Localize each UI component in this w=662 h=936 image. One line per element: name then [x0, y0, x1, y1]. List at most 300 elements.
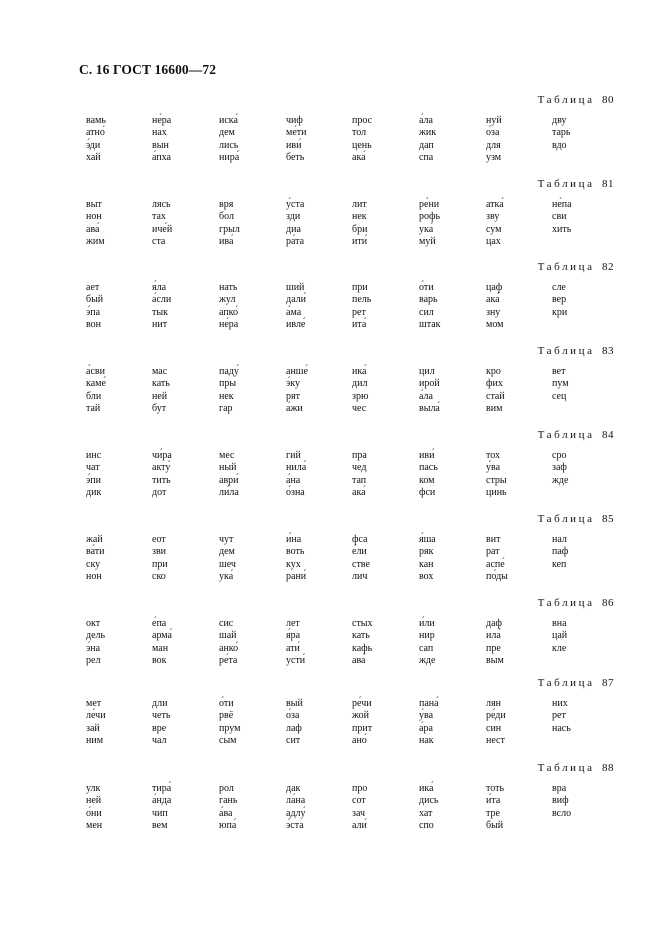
syllable-cell: а́пха	[152, 152, 171, 164]
table-column	[219, 366, 239, 416]
syllable-cell: нек	[352, 211, 367, 223]
table-column	[219, 450, 239, 500]
syllable-cell: аспе́	[486, 558, 505, 570]
syllable-cell: нак	[419, 735, 434, 747]
syllable-cell: тай	[86, 403, 101, 415]
syllable-cell: нал	[552, 534, 567, 545]
syllable-cell: нила́	[286, 462, 307, 474]
syllable-cell: шеч	[219, 558, 236, 570]
syllable-cell: и́ли	[419, 618, 435, 629]
syllable-cell: инс	[86, 450, 102, 461]
table-column	[86, 698, 106, 748]
syllable-cell: нуй	[486, 115, 502, 126]
syllable-cell: ре́ди	[486, 710, 506, 722]
syllable-cell: ирой	[419, 378, 440, 390]
syllable-cell: нир	[419, 630, 435, 642]
syllable-cell: цаф	[486, 282, 503, 293]
syllable-cell: цинь	[486, 487, 507, 499]
syllable-cell: ивле́	[286, 319, 306, 331]
syllable-cell: жде	[419, 655, 436, 667]
syllable-cell: дем	[219, 546, 235, 558]
table-column	[86, 199, 105, 249]
syllable-cell: спо	[419, 820, 434, 832]
table-number: 83	[602, 345, 614, 357]
table-column	[86, 450, 101, 500]
syllable-cell: зну	[486, 306, 501, 318]
syllable-cell: ли́ла	[219, 487, 239, 499]
syllable-cell: кать	[152, 378, 170, 390]
table-title	[538, 429, 614, 441]
table-column	[419, 366, 440, 416]
syllable-cell: син	[486, 722, 502, 734]
syllable-cell: я́ша	[419, 534, 436, 545]
syllable-cell: кафь	[352, 642, 373, 654]
syllable-cell: атно́	[86, 127, 105, 139]
syllable-cell: э́ди	[86, 139, 101, 151]
syllable-cell: не́ра	[152, 115, 172, 126]
table-column	[552, 783, 571, 820]
table-column	[552, 698, 571, 735]
syllable-cell: грыл	[219, 223, 240, 235]
syllable-cell: для	[486, 139, 501, 151]
syllable-cell: пум	[552, 378, 569, 390]
syllable-cell: акту́	[152, 462, 171, 474]
table-column	[286, 450, 306, 500]
syllable-cell: выт	[86, 199, 102, 210]
syllable-cell: ре́та	[219, 655, 238, 667]
syllable-cell: дем	[219, 127, 235, 139]
syllable-cell: чал	[152, 735, 167, 747]
table-86	[0, 597, 662, 677]
table-column	[152, 783, 171, 833]
syllable-cell: при	[152, 558, 168, 570]
syllable-cell: кух	[286, 558, 301, 570]
syllable-cell: тить	[152, 474, 171, 486]
table-column	[419, 698, 439, 748]
table-column	[486, 534, 508, 584]
syllable-cell: пра	[352, 450, 367, 461]
syllable-cell: ает	[86, 282, 100, 293]
syllable-cell: э́на	[86, 642, 101, 654]
syllable-cell: вдо	[552, 139, 567, 151]
syllable-cell: рофь	[419, 211, 441, 223]
syllable-cell: зди	[286, 211, 301, 223]
syllable-cell: а́сли	[152, 294, 172, 306]
syllable-cell: ва́ти	[86, 546, 105, 558]
syllable-cell: ряк	[419, 546, 434, 558]
table-column	[352, 282, 371, 332]
syllable-cell: ре́чи	[352, 698, 372, 709]
syllable-cell: зви	[152, 546, 167, 558]
syllable-cell: вим	[486, 403, 503, 415]
table-80	[0, 94, 662, 174]
syllable-cell: сви	[552, 211, 567, 223]
syllable-cell: нон	[86, 211, 102, 223]
syllable-cell: ита́	[352, 319, 367, 331]
syllable-cell: зву	[486, 211, 500, 223]
table-column	[352, 115, 372, 165]
syllable-cell: рет	[352, 306, 366, 318]
syllable-cell: а́ла	[419, 390, 433, 402]
syllable-cell: улк	[86, 783, 101, 794]
syllable-cell: кри	[552, 306, 568, 318]
table-column	[486, 698, 506, 748]
syllable-cell: тре	[486, 807, 500, 819]
table-column	[352, 698, 372, 748]
syllable-cell: четь	[152, 710, 171, 722]
table-column	[219, 534, 236, 584]
syllable-cell: ле́чи	[86, 710, 106, 722]
table-word: Таблица	[537, 762, 595, 774]
syllable-cell: чед	[352, 462, 367, 474]
table-column	[86, 618, 105, 668]
syllable-cell: у́ва	[486, 462, 501, 474]
syllable-cell: вый	[286, 698, 303, 709]
table-column	[152, 199, 172, 249]
syllable-cell: жай	[86, 534, 103, 545]
table-column	[152, 534, 168, 584]
table-column	[286, 698, 303, 748]
table-number: 80	[602, 94, 614, 106]
table-column	[286, 366, 308, 416]
syllable-cell: о́за	[486, 127, 500, 139]
table-column	[486, 783, 504, 833]
syllable-cell: сым	[219, 735, 237, 747]
table-word: Таблица	[537, 429, 595, 441]
table-column	[152, 366, 170, 416]
syllable-cell: усти́	[286, 655, 306, 667]
syllable-cell: ука́	[419, 223, 434, 235]
syllable-cell: жде	[552, 474, 569, 486]
syllable-cell: вым	[486, 655, 504, 667]
syllable-cell: ати́	[286, 642, 300, 654]
table-column	[286, 534, 306, 584]
syllable-cell: дли	[152, 698, 168, 709]
syllable-cell: дель	[86, 630, 106, 642]
table-column	[419, 618, 435, 668]
syllable-cell: лаф	[286, 722, 302, 734]
syllable-cell: э́па	[86, 306, 101, 318]
syllable-cell: э́пи	[86, 474, 101, 486]
table-column	[86, 282, 103, 332]
syllable-cell: бый	[86, 294, 104, 306]
syllable-cell: прос	[352, 115, 373, 126]
syllable-cell: а́ма	[286, 306, 302, 318]
syllable-cell: пре	[486, 642, 501, 654]
syllable-cell: паф	[552, 546, 569, 558]
syllable-cell: рол	[219, 783, 234, 794]
syllable-cell: ный	[219, 462, 237, 474]
table-column	[419, 783, 438, 833]
table-column	[86, 366, 106, 416]
syllable-cell: юпа́	[219, 820, 237, 832]
syllable-cell: каме́	[86, 378, 106, 390]
syllable-cell: фса	[352, 534, 368, 545]
table-number: 82	[602, 261, 614, 273]
table-column	[86, 783, 102, 833]
syllable-cell: воть	[286, 546, 305, 558]
syllable-cell: про	[352, 783, 368, 794]
syllable-cell: у́ва	[419, 710, 434, 722]
syllable-cell: вре	[152, 722, 167, 734]
syllable-cell: ава́	[352, 655, 366, 667]
table-column	[486, 199, 504, 249]
syllable-cell: зрю	[352, 390, 369, 402]
syllable-cell: нать	[219, 282, 238, 293]
syllable-cell: чи́ра	[152, 450, 172, 461]
syllable-cell: ава́	[86, 223, 100, 235]
table-column	[152, 450, 172, 500]
syllable-cell: паду́	[219, 366, 239, 377]
syllable-cell: нась	[552, 722, 571, 734]
table-column	[352, 366, 368, 416]
table-column	[419, 282, 441, 332]
syllable-cell: ней	[152, 390, 168, 402]
syllable-cell: хить	[552, 223, 572, 235]
table-number: 87	[602, 677, 614, 689]
syllable-cell: вна	[552, 618, 567, 629]
syllable-cell: лясь	[152, 199, 171, 210]
table-column	[286, 783, 306, 833]
syllable-cell: мен	[86, 820, 103, 832]
syllable-cell: кле	[552, 642, 567, 654]
syllable-cell: сис	[219, 618, 234, 629]
syllable-cell: вем	[152, 820, 168, 832]
syllable-cell: бый	[486, 820, 504, 832]
syllable-cell: иви́	[286, 139, 302, 151]
syllable-cell: нон	[86, 571, 102, 583]
syllable-cell: ика́	[419, 783, 434, 794]
table-column	[352, 618, 373, 668]
table-column	[352, 199, 367, 249]
syllable-cell: стай	[486, 390, 505, 402]
syllable-cell: кать	[352, 630, 370, 642]
syllable-cell: е́па	[152, 618, 167, 629]
syllable-cell: анко́	[219, 642, 239, 654]
syllable-cell: чиф	[286, 115, 303, 126]
syllable-cell: адлу́	[286, 807, 306, 819]
syllable-cell: пась	[419, 462, 438, 474]
syllable-cell: ака́	[486, 294, 500, 306]
syllable-cell: выла́	[419, 403, 440, 415]
syllable-cell: жул	[219, 294, 236, 306]
syllable-cell: кан	[419, 558, 434, 570]
syllable-cell: прум	[219, 722, 241, 734]
syllable-cell: вря	[219, 199, 234, 210]
syllable-cell: мес	[219, 450, 235, 461]
syllable-cell: хат	[419, 807, 433, 819]
syllable-cell: дот	[152, 487, 167, 499]
table-title	[538, 677, 614, 689]
syllable-cell: заф	[552, 462, 567, 474]
syllable-cell: о́ни	[86, 807, 102, 819]
syllable-cell: сум	[486, 223, 502, 235]
table-title	[538, 513, 614, 525]
syllable-cell: аври́	[219, 474, 239, 486]
table-column	[152, 698, 170, 748]
syllable-cell: бри	[352, 223, 368, 235]
syllable-cell: еот	[152, 534, 166, 545]
syllable-cell: ним	[86, 735, 104, 747]
syllable-cell: сро	[552, 450, 567, 461]
table-number: 86	[602, 597, 614, 609]
syllable-cell: ман	[152, 642, 169, 654]
syllable-cell: фси	[419, 487, 436, 499]
syllable-cell: дап	[419, 139, 434, 151]
table-column	[552, 115, 571, 152]
syllable-cell: ива́	[219, 236, 234, 248]
table-column	[219, 698, 240, 748]
syllable-cell: мас	[152, 366, 168, 377]
syllable-cell: э́ку	[286, 378, 301, 390]
syllable-cell: чип	[152, 807, 168, 819]
table-column	[486, 115, 502, 165]
syllable-cell: вра	[552, 783, 567, 794]
syllable-cell: фих	[486, 378, 503, 390]
syllable-cell: о́за	[286, 710, 300, 722]
syllable-cell: рани́	[286, 571, 307, 583]
syllable-cell: иви́	[419, 450, 435, 461]
syllable-cell: даф	[486, 618, 503, 629]
syllable-cell: муй	[419, 236, 436, 248]
table-column	[486, 618, 504, 668]
syllable-cell: прит	[352, 722, 373, 734]
syllable-cell: пель	[352, 294, 372, 306]
table-word: Таблица	[537, 513, 595, 525]
syllable-cell: вок	[152, 655, 167, 667]
syllable-cell: мет	[86, 698, 102, 709]
table-number: 84	[602, 429, 614, 441]
syllable-cell: ней	[86, 795, 102, 807]
table-column	[152, 115, 171, 165]
table-word: Таблица	[537, 261, 595, 273]
syllable-cell: рят	[286, 390, 300, 402]
syllable-cell: сот	[352, 795, 366, 807]
table-82	[0, 261, 662, 341]
syllable-cell: ано́	[352, 735, 367, 747]
syllable-cell: чат	[86, 462, 100, 474]
syllable-cell: не́па	[552, 199, 572, 210]
syllable-cell: ака́	[352, 152, 366, 164]
syllable-cell: зач	[352, 807, 366, 819]
syllable-cell: дак	[286, 783, 301, 794]
syllable-cell: кро	[486, 366, 501, 377]
syllable-cell: э́ста	[286, 820, 304, 832]
table-column	[552, 534, 568, 571]
syllable-cell: тол	[352, 127, 367, 139]
table-87	[0, 677, 662, 757]
table-column	[219, 199, 240, 249]
syllable-cell: рет	[552, 710, 566, 722]
syllable-cell: ре́ни	[419, 199, 440, 210]
syllable-cell: жик	[419, 127, 437, 139]
syllable-cell: нит	[152, 319, 168, 331]
syllable-cell: тык	[152, 306, 168, 318]
syllable-cell: вамь	[86, 115, 106, 126]
syllable-cell: нах	[152, 127, 167, 139]
syllable-cell: рат	[486, 546, 500, 558]
syllable-cell: лись	[219, 139, 239, 151]
syllable-cell: ме́ти	[286, 127, 307, 139]
syllable-cell: и́на	[286, 534, 302, 545]
syllable-cell: жой	[352, 710, 370, 722]
syllable-cell: сил	[419, 306, 434, 318]
syllable-cell: ра́та	[286, 236, 305, 248]
syllable-cell: сап	[419, 642, 434, 654]
syllable-cell: апко́	[219, 306, 239, 318]
syllable-cell: узм	[486, 152, 502, 164]
syllable-cell: ити́	[352, 236, 368, 248]
syllable-cell: зай	[86, 722, 100, 734]
syllable-cell: а́на	[286, 474, 301, 486]
syllable-cell: пры	[219, 378, 237, 390]
table-column	[152, 618, 172, 668]
table-column	[486, 450, 507, 500]
syllable-cell: цах	[486, 236, 501, 248]
syllable-cell: вет	[552, 366, 566, 377]
table-84	[0, 429, 662, 509]
syllable-cell: лит	[352, 199, 367, 210]
table-column	[486, 282, 503, 332]
table-column	[552, 450, 568, 487]
syllable-cell: ста	[152, 236, 166, 248]
syllable-cell: а́ва	[219, 807, 233, 819]
syllable-cell: о́ти	[219, 698, 234, 709]
syllable-cell: дись	[419, 795, 439, 807]
table-column	[286, 199, 304, 249]
table-column	[219, 282, 238, 332]
table-column	[352, 450, 367, 500]
syllable-cell: дил	[352, 378, 368, 390]
table-title	[538, 261, 614, 273]
syllable-cell: шай	[219, 630, 237, 642]
syllable-cell: тап	[352, 474, 367, 486]
syllable-cell: жим	[86, 236, 105, 248]
syllable-cell: иска́	[219, 115, 238, 126]
syllable-cell: лет	[286, 618, 300, 629]
table-85	[0, 513, 662, 593]
syllable-cell: гий	[286, 450, 301, 461]
table-83	[0, 345, 662, 425]
table-81	[0, 178, 662, 258]
syllable-cell: ску	[86, 558, 101, 570]
syllable-cell: ила́	[486, 630, 501, 642]
table-88	[0, 762, 662, 842]
syllable-cell: гань	[219, 795, 238, 807]
syllable-cell: стых	[352, 618, 373, 629]
syllable-cell: штак	[419, 319, 441, 331]
syllable-cell: лич	[352, 571, 368, 583]
syllable-cell: арма́	[152, 630, 172, 642]
table-column	[219, 783, 237, 833]
syllable-cell: а́ла	[419, 115, 433, 126]
table-column	[552, 366, 569, 403]
syllable-cell: тоть	[486, 783, 505, 794]
syllable-cell: вон	[86, 319, 102, 331]
table-column	[552, 282, 567, 319]
syllable-cell: тарь	[552, 127, 571, 139]
syllable-cell: лян	[486, 698, 501, 709]
syllable-cell: по́ды	[486, 571, 508, 583]
table-title	[538, 94, 614, 106]
syllable-cell: вох	[419, 571, 434, 583]
table-column	[352, 534, 370, 584]
syllable-cell: о́зна	[286, 487, 305, 499]
syllable-cell: а́нда	[152, 795, 172, 807]
table-column	[552, 618, 567, 655]
syllable-cell: ука́	[219, 571, 234, 583]
syllable-cell: я́ра	[286, 630, 301, 642]
